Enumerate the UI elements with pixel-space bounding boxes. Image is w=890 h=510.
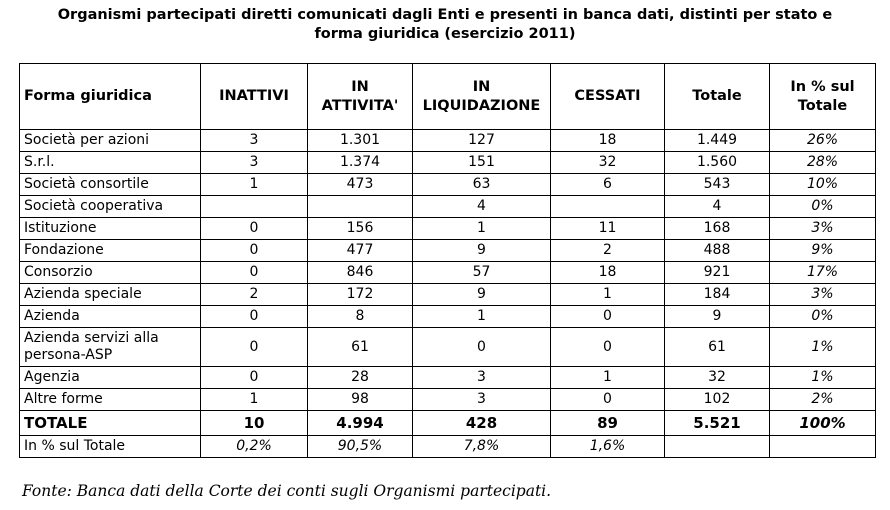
cell-name: Istituzione (20, 218, 201, 240)
table-row (20, 130, 876, 152)
cell-totale: 102 (665, 389, 770, 411)
table-row (20, 306, 876, 328)
cell-inattivi: 2 (201, 284, 308, 306)
header-cessati: CESSATI (551, 64, 665, 130)
header-liquidazione-line2: LIQUIDAZIONE (422, 97, 541, 114)
cell-totale: 1.449 (665, 130, 770, 152)
cell-attivita: 90,5% (308, 436, 413, 458)
header-liquidazione (413, 64, 551, 130)
cell-pct: 26% (770, 130, 876, 152)
cell-inattivi: 0 (201, 306, 308, 328)
cell-pct: 28% (770, 152, 876, 174)
cell-cessati: 0 (551, 328, 665, 367)
header-inattivi: INATTIVI (201, 64, 308, 130)
cell-totale: 921 (665, 262, 770, 284)
cell-pct: 17% (770, 262, 876, 284)
cell-liquidazione: 1 (413, 218, 551, 240)
title-line-1: Organismi partecipati diretti comunicati dagli Enti e presenti in banca dati, distinti per stato e (57, 7, 833, 23)
cell-inattivi: 10 (201, 411, 308, 436)
cell-liquidazione: 151 (413, 152, 551, 174)
table-row (20, 152, 876, 174)
cell-attivita: 846 (308, 262, 413, 284)
cell-pct: 1% (770, 367, 876, 389)
cell-name: Azienda (20, 306, 201, 328)
table-row (20, 196, 876, 218)
cell-liquidazione: 127 (413, 130, 551, 152)
cell-liquidazione: 0 (413, 328, 551, 367)
cell-totale: 168 (665, 218, 770, 240)
title-line-2: forma giuridica (esercizio 2011) (314, 26, 576, 42)
cell-cessati: 1 (551, 367, 665, 389)
cell-inattivi: 1 (201, 389, 308, 411)
cell-name: Agenzia (20, 367, 201, 389)
cell-attivita: 8 (308, 306, 413, 328)
table-row (20, 284, 876, 306)
data-table (19, 63, 876, 458)
cell-pct: 3% (770, 218, 876, 240)
cell-pct (770, 436, 876, 458)
cell-liquidazione: 9 (413, 284, 551, 306)
cell-pct: 0% (770, 196, 876, 218)
table-title (0, 6, 890, 44)
header-attivita (308, 64, 413, 130)
header-liquidazione-line1: IN (472, 78, 491, 95)
cell-inattivi: 0 (201, 262, 308, 284)
header-attivita-line1: IN (351, 78, 369, 95)
cell-name: Azienda servizi alla persona-ASP (20, 328, 201, 367)
cell-inattivi: 0 (201, 218, 308, 240)
table-row (20, 262, 876, 284)
cell-name: Società cooperativa (20, 196, 201, 218)
cell-cessati: 0 (551, 389, 665, 411)
header-totale: Totale (665, 64, 770, 130)
table-row (20, 389, 876, 411)
cell-inattivi: 0 (201, 240, 308, 262)
cell-name: In % sul Totale (20, 436, 201, 458)
cell-liquidazione: 3 (413, 389, 551, 411)
cell-name: Azienda speciale (20, 284, 201, 306)
cell-totale: 4 (665, 196, 770, 218)
table-row (20, 367, 876, 389)
source-note: Fonte: Banca dati della Corte dei conti sugli Organismi partecipati. (22, 482, 552, 500)
cell-name: Consorzio (20, 262, 201, 284)
cell-liquidazione: 428 (413, 411, 551, 436)
cell-cessati: 89 (551, 411, 665, 436)
cell-attivita: 1.374 (308, 152, 413, 174)
header-pct (770, 64, 876, 130)
cell-pct: 10% (770, 174, 876, 196)
cell-attivita: 4.994 (308, 411, 413, 436)
cell-totale: 184 (665, 284, 770, 306)
table-row (20, 240, 876, 262)
cell-cessati: 6 (551, 174, 665, 196)
cell-pct: 1% (770, 328, 876, 367)
cell-attivita: 28 (308, 367, 413, 389)
total-row (20, 411, 876, 436)
cell-inattivi: 0 (201, 367, 308, 389)
cell-cessati: 1,6% (551, 436, 665, 458)
cell-name: S.r.l. (20, 152, 201, 174)
cell-cessati: 11 (551, 218, 665, 240)
table-row (20, 218, 876, 240)
cell-pct: 100% (770, 411, 876, 436)
cell-pct: 3% (770, 284, 876, 306)
percent-row (20, 436, 876, 458)
cell-attivita: 61 (308, 328, 413, 367)
cell-cessati (551, 196, 665, 218)
cell-liquidazione: 7,8% (413, 436, 551, 458)
cell-totale (665, 436, 770, 458)
header-pct-line2: Totale (797, 97, 848, 114)
cell-attivita: 473 (308, 174, 413, 196)
cell-liquidazione: 9 (413, 240, 551, 262)
cell-cessati: 18 (551, 130, 665, 152)
cell-name: Società consortile (20, 174, 201, 196)
cell-totale: 61 (665, 328, 770, 367)
cell-cessati: 32 (551, 152, 665, 174)
cell-inattivi (201, 196, 308, 218)
cell-name: Altre forme (20, 389, 201, 411)
cell-pct: 2% (770, 389, 876, 411)
cell-attivita: 1.301 (308, 130, 413, 152)
cell-totale: 488 (665, 240, 770, 262)
cell-cessati: 1 (551, 284, 665, 306)
header-pct-line1: In % sul (790, 78, 855, 95)
cell-inattivi: 0 (201, 328, 308, 367)
table-row (20, 174, 876, 196)
cell-name: Fondazione (20, 240, 201, 262)
header-row (20, 64, 876, 130)
cell-attivita (308, 196, 413, 218)
cell-totale: 32 (665, 367, 770, 389)
cell-liquidazione: 63 (413, 174, 551, 196)
cell-liquidazione: 57 (413, 262, 551, 284)
cell-inattivi: 3 (201, 152, 308, 174)
header-attivita-line2: ATTIVITA' (321, 97, 399, 114)
cell-cessati: 2 (551, 240, 665, 262)
cell-totale: 5.521 (665, 411, 770, 436)
cell-pct: 9% (770, 240, 876, 262)
cell-liquidazione: 1 (413, 306, 551, 328)
header-forma: Forma giuridica (20, 64, 201, 130)
cell-cessati: 18 (551, 262, 665, 284)
cell-inattivi: 3 (201, 130, 308, 152)
cell-liquidazione: 3 (413, 367, 551, 389)
cell-inattivi: 1 (201, 174, 308, 196)
cell-attivita: 156 (308, 218, 413, 240)
cell-totale: 1.560 (665, 152, 770, 174)
cell-totale: 9 (665, 306, 770, 328)
cell-attivita: 172 (308, 284, 413, 306)
table-body (20, 130, 876, 458)
cell-name: TOTALE (20, 411, 201, 436)
cell-totale: 543 (665, 174, 770, 196)
cell-cessati: 0 (551, 306, 665, 328)
cell-attivita: 477 (308, 240, 413, 262)
cell-attivita: 98 (308, 389, 413, 411)
cell-name: Società per azioni (20, 130, 201, 152)
cell-inattivi: 0,2% (201, 436, 308, 458)
cell-liquidazione: 4 (413, 196, 551, 218)
cell-pct: 0% (770, 306, 876, 328)
table-row (20, 328, 876, 367)
